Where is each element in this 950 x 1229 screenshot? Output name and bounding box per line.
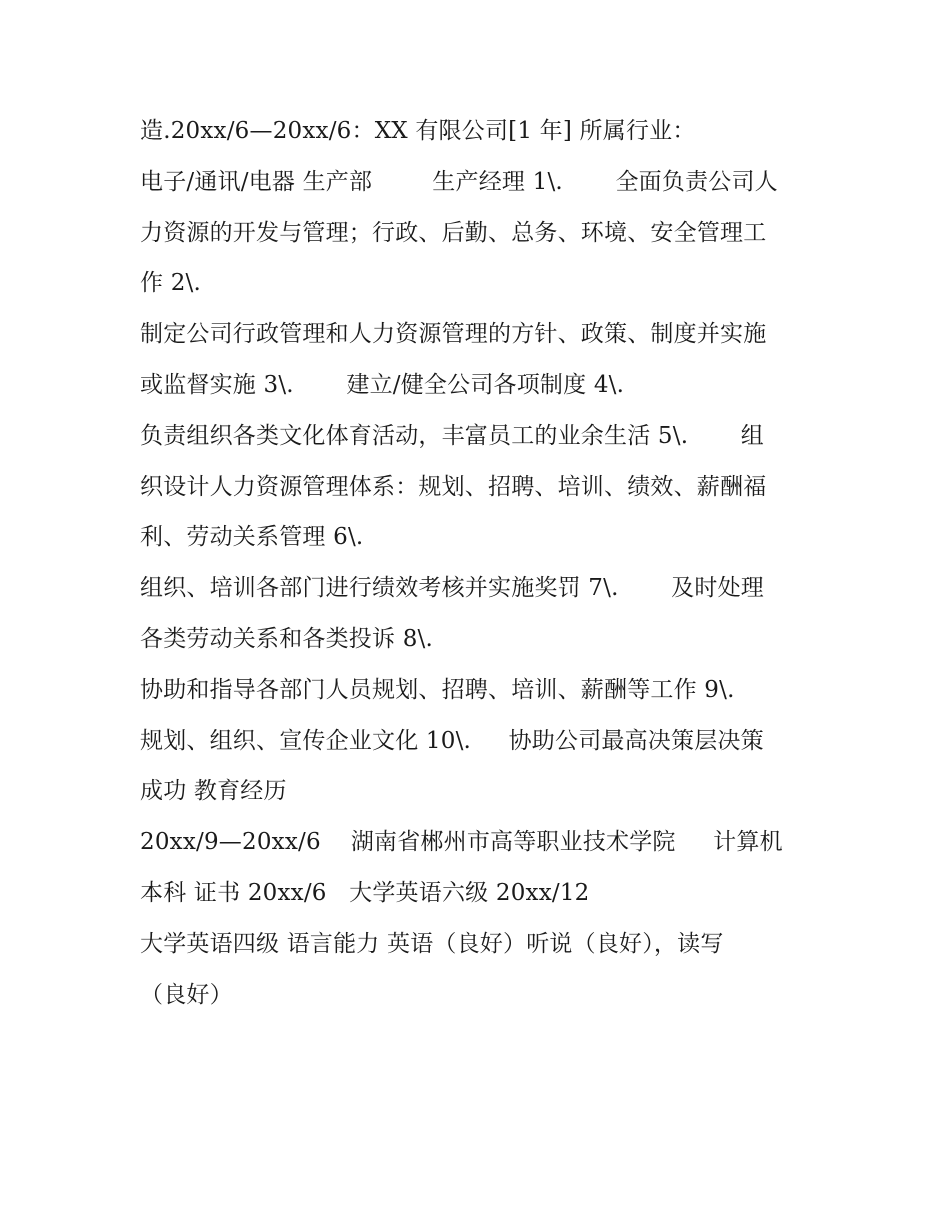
text-line: 大学英语四级 语言能力 英语（良好）听说（良好），读写 (140, 930, 724, 957)
text-line: 作 2\. (140, 270, 202, 297)
text-line: 织设计人力资源管理体系：规划、招聘、培训、绩效、薪酬福 (140, 473, 767, 500)
text-line: 利、劳动关系管理 6\. (140, 524, 364, 551)
text-line: 负责组织各类文化体育活动，丰富员工的业余生活 5\. 组 (140, 422, 764, 449)
text-line: 协助和指导各部门人员规划、招聘、培训、薪酬等工作 9\. (140, 676, 735, 703)
text-line: 力资源的开发与管理；行政、后勤、总务、环境、安全管理工 (140, 219, 767, 246)
text-line: 成功 教育经历 (140, 778, 287, 805)
text-line: 制定公司行政管理和人力资源管理的方针、政策、制度并实施 (140, 321, 767, 348)
text-line: 造.20xx/6—20xx/6：XX 有限公司[1 年] 所属行业： (140, 118, 696, 144)
text-line: 规划、组织、宣传企业文化 10\. 协助公司最高决策层决策 (140, 727, 764, 754)
resume-text-block (140, 106, 830, 1020)
text-line: 各类劳动关系和各类投诉 8\. (140, 625, 434, 652)
text-line: 或监督实施 3\. 建立/健全公司各项制度 4\. (140, 371, 625, 398)
text-line: 电子/通讯/电器 生产部 生产经理 1\. 全面负责公司人 (140, 168, 778, 195)
text-line: 本科 证书 20xx/6 大学英语六级 20xx/12 (140, 879, 590, 906)
text-line: 组织、培训各部门进行绩效考核并实施奖罚 7\. 及时处理 (140, 575, 764, 602)
text-line: （良好） (140, 981, 233, 1008)
text-line: 20xx/9—20xx/6 湖南省郴州市高等职业技术学院 计算机 (140, 829, 783, 856)
